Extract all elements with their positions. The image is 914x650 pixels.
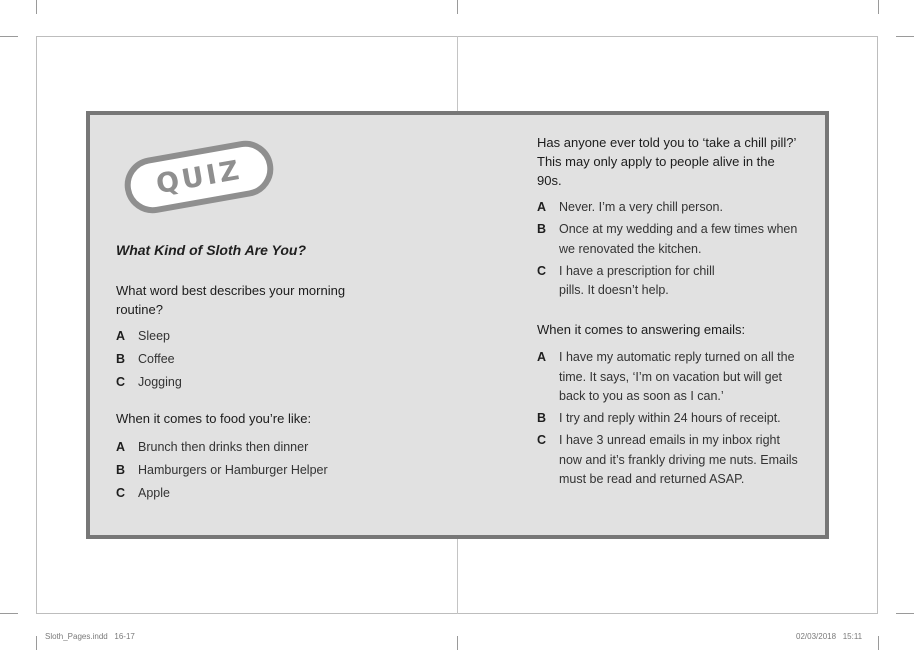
answer-letter: B	[537, 222, 547, 236]
question-2: When it comes to food you’re like:	[116, 411, 312, 426]
slug-timestamp: 02/03/2018 15:11	[796, 632, 863, 641]
spread-gutter-top	[457, 36, 458, 111]
answer-row	[116, 461, 426, 481]
answer-letter: B	[116, 463, 126, 477]
answer-text: I have a prescription for chill pills. It doesn’t help.	[559, 263, 715, 297]
answer-row	[537, 348, 802, 407]
answer-text: I have my automatic reply turned on all the time. It says, ‘I’m on vacation but will get back to you as soon as I can.’	[559, 350, 795, 403]
answer-text: Brunch then drinks then dinner	[138, 440, 309, 454]
crop-mark-bottom-right	[878, 636, 879, 650]
quiz-badge-label: QUIZ	[153, 154, 245, 200]
answer-text: I have 3 unread emails in my inbox right now and it’s frankly driving me nuts. Emails must be read and returned ASAP.	[559, 433, 798, 486]
crop-mark-top-left	[36, 0, 37, 14]
answer-row	[116, 484, 426, 504]
question-3-answers	[537, 198, 799, 301]
answer-letter: A	[537, 200, 547, 214]
crop-mark-top-center	[457, 0, 458, 14]
answer-letter: A	[116, 440, 126, 454]
answer-letter: C	[537, 433, 547, 447]
question-1-answers	[116, 327, 416, 393]
slug-filename: Sloth_Pages.indd 16-17	[45, 632, 135, 641]
crop-mark-bottom-center	[457, 636, 458, 650]
crop-mark-left-top	[0, 36, 18, 37]
question-1: What word best describes your morning routine?	[116, 283, 346, 317]
crop-mark-bottom-left	[36, 636, 37, 650]
answer-row	[537, 431, 802, 490]
answer-text: Hamburgers or Hamburger Helper	[138, 463, 328, 477]
answer-row	[116, 327, 416, 347]
question-2-answers	[116, 438, 426, 504]
answer-text: Once at my wedding and a few times when we renovated the kitchen.	[559, 222, 798, 256]
question-3: Has anyone ever told you to ‘take a chill pill?’ This may only apply to people alive in the 90s.	[537, 135, 796, 188]
answer-letter: B	[116, 352, 126, 366]
answer-row	[116, 350, 416, 370]
spread-gutter-bottom	[457, 539, 458, 614]
answer-row	[116, 438, 426, 458]
answer-letter: C	[116, 486, 126, 500]
answer-text: I try and reply within 24 hours of receipt.	[559, 411, 781, 425]
question-4-answers	[537, 348, 802, 490]
answer-row	[537, 198, 799, 218]
answer-row	[537, 409, 802, 429]
answer-text: Never. I’m a very chill person.	[559, 200, 723, 214]
answer-letter: B	[537, 411, 547, 425]
answer-letter: A	[537, 350, 547, 364]
answer-letter: C	[537, 263, 547, 278]
quiz-subtitle: What Kind of Sloth Are You?	[116, 242, 307, 258]
answer-row	[116, 373, 416, 393]
crop-mark-right-top	[896, 36, 914, 37]
crop-mark-right-bottom	[896, 613, 914, 614]
answer-text: Jogging	[138, 375, 182, 389]
answer-text: Sleep	[138, 329, 170, 343]
answer-text: Coffee	[138, 352, 175, 366]
crop-mark-top-right	[878, 0, 879, 14]
answer-letter: A	[116, 329, 126, 343]
answer-text: Apple	[138, 486, 170, 500]
answer-row	[537, 262, 799, 301]
answer-row	[537, 220, 799, 259]
answer-letter: C	[116, 375, 126, 389]
question-4: When it comes to answering emails:	[537, 322, 746, 337]
crop-mark-left-bottom	[0, 613, 18, 614]
